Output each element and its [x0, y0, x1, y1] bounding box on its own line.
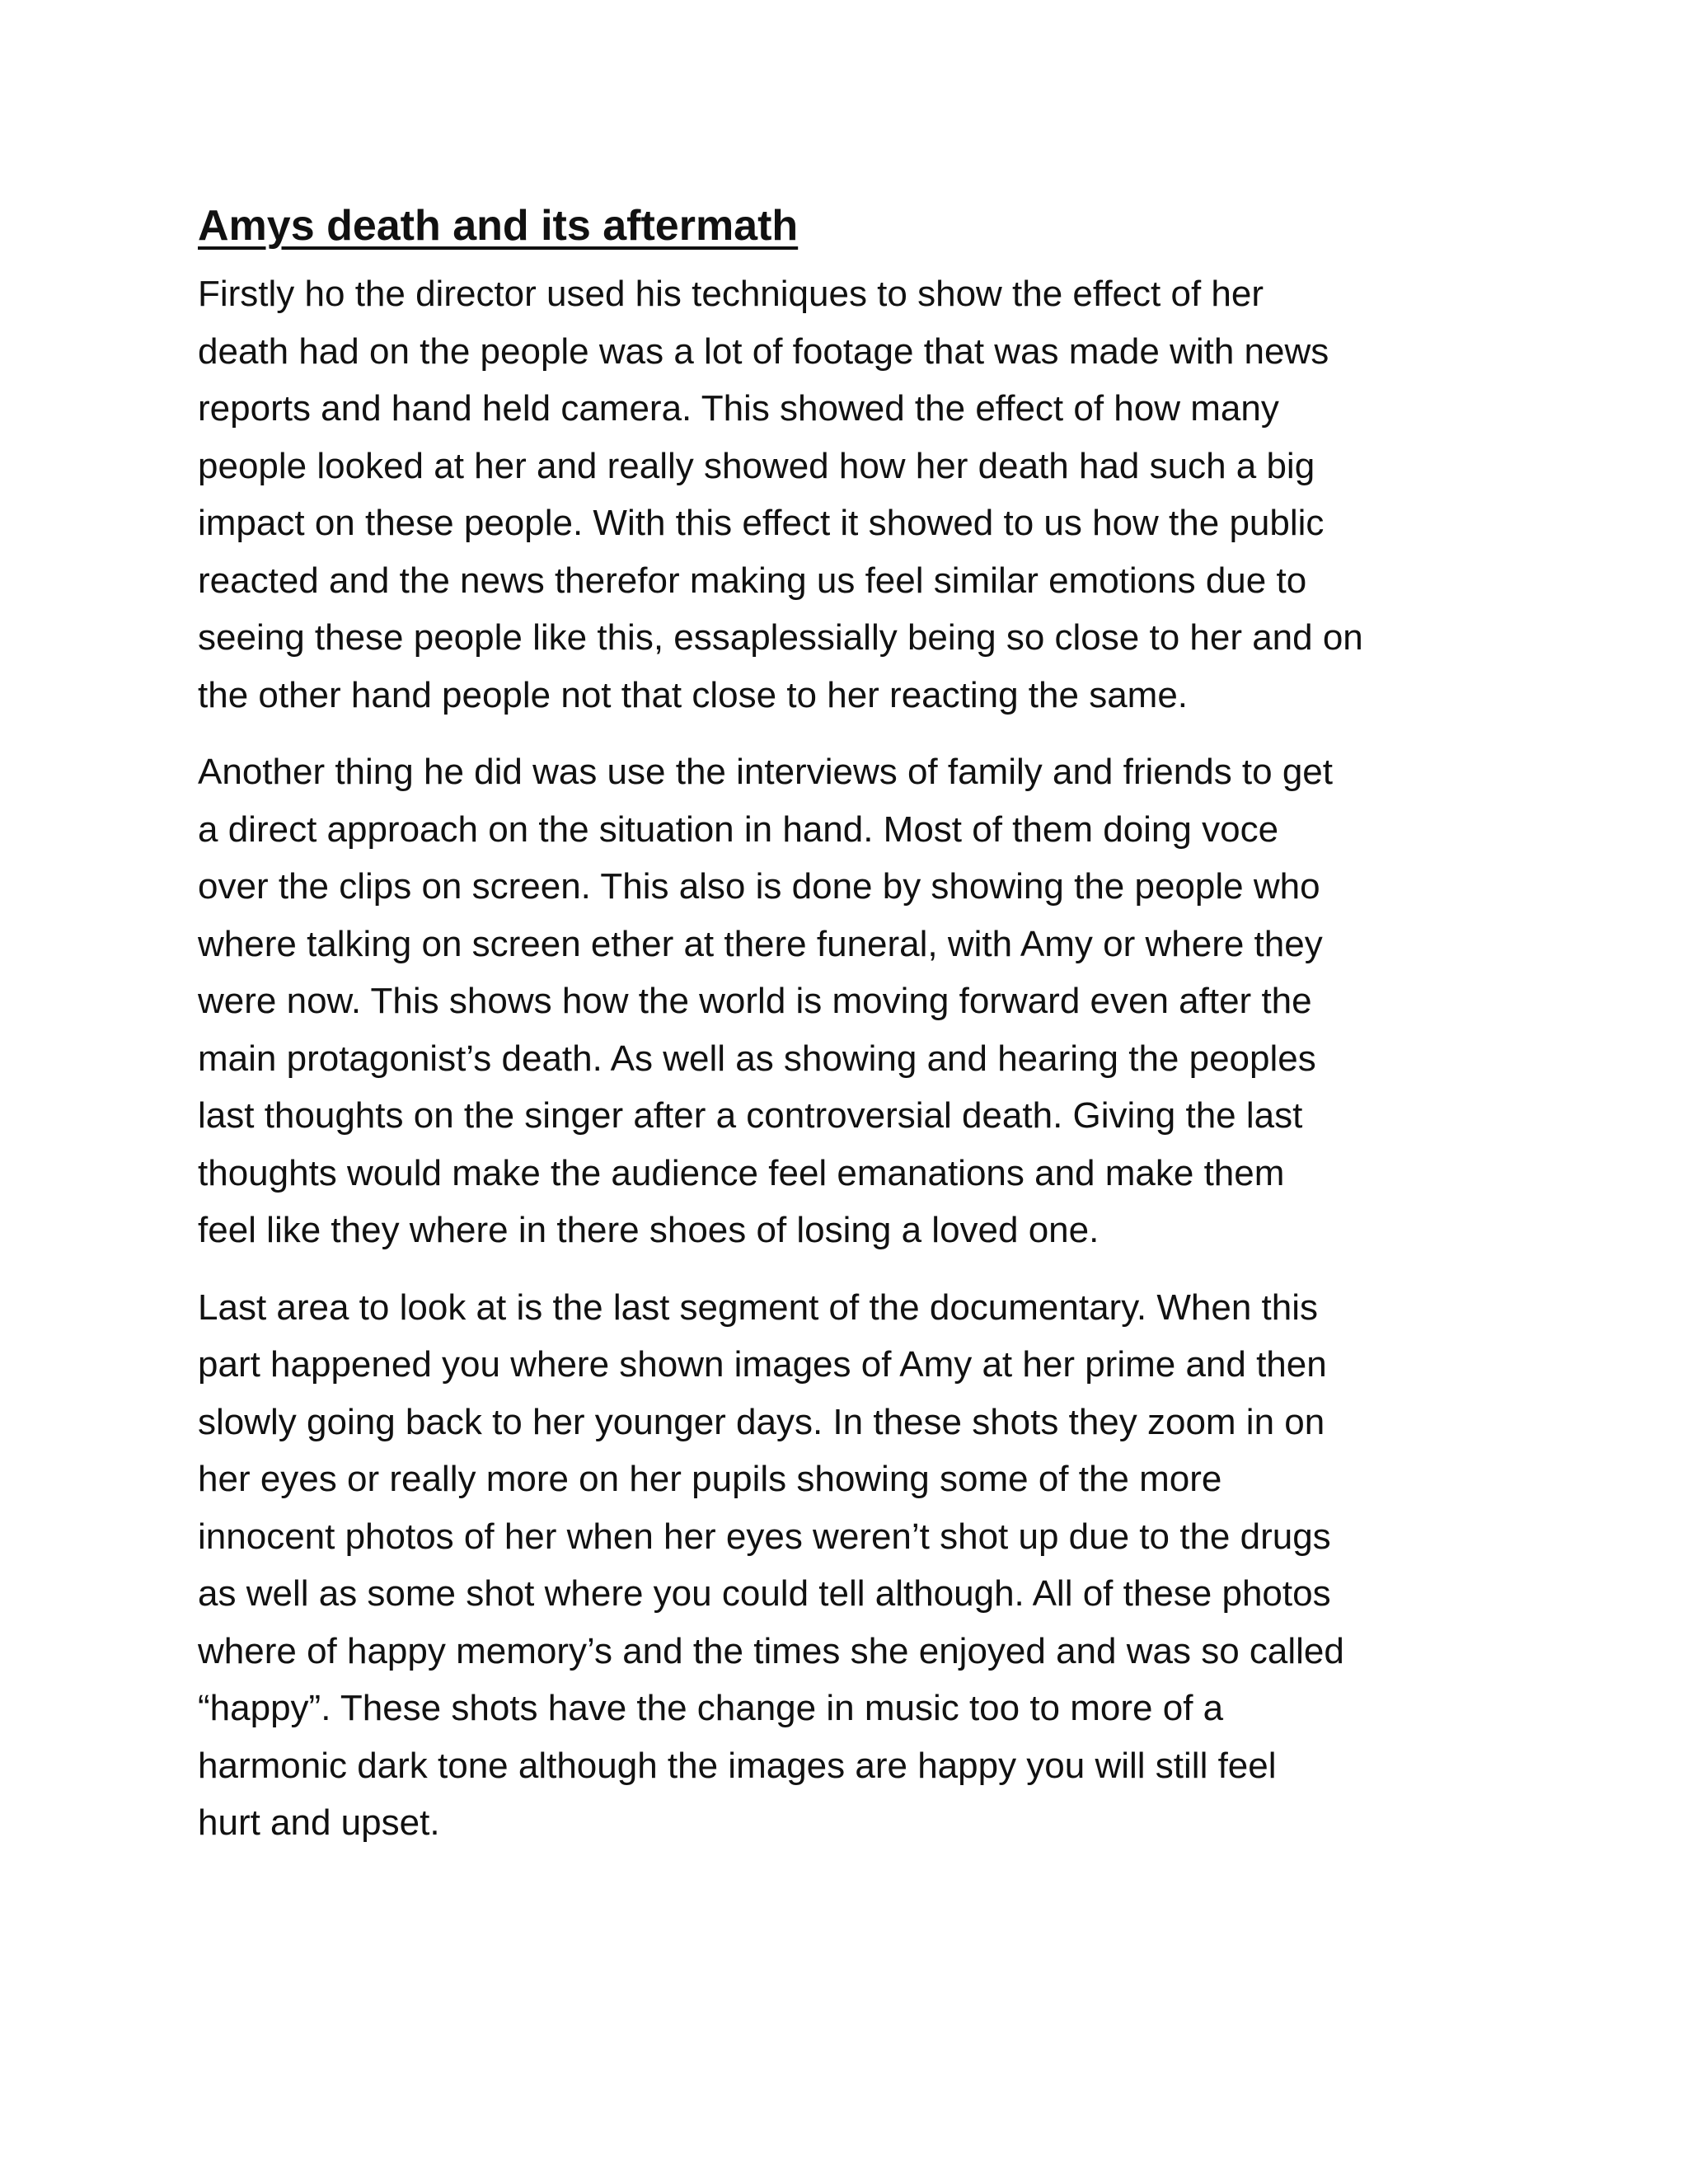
paragraph-line: Last area to look at is the last segment of the documentary. When this: [198, 1286, 1319, 1328]
paragraph-line: over the clips on screen. This also is done by showing the people who: [198, 866, 1320, 907]
paragraph-2: [198, 743, 1508, 1259]
paragraph-line: feel like they where in there shoes of losing a loved one.: [198, 1210, 1100, 1250]
paragraph-line: where of happy memory’s and the times she enjoyed and was so called: [198, 1630, 1344, 1671]
paragraph-1: [198, 265, 1508, 724]
paragraph-line: the other hand people not that close to her reacting the same.: [198, 674, 1189, 715]
paragraph-line: harmonic dark tone although the images are happy you will still feel: [198, 1745, 1277, 1786]
paragraph-line: were now. This shows how the world is moving forward even after the: [198, 981, 1312, 1021]
paragraph-line: a direct approach on the situation in hand. Most of them doing voce: [198, 808, 1279, 850]
document-body: [198, 198, 1508, 1872]
paragraph-line: last thoughts on the singer after a controversial death. Giving the last: [198, 1095, 1303, 1136]
paragraph-line: where talking on screen ether at there funeral, with Amy or where they: [198, 923, 1323, 964]
paragraph-line: hurt and upset.: [198, 1802, 440, 1843]
document-title: Amys death and its aftermath: [198, 202, 799, 250]
paragraph-line: as well as some shot where you could tell although. All of these photos: [198, 1573, 1331, 1614]
paragraph-3: [198, 1279, 1508, 1852]
paragraph-line: impact on these people. With this effect it showed to us how the public: [198, 503, 1325, 543]
paragraph-line: part happened you where shown images of Amy at her prime and then: [198, 1344, 1327, 1385]
paragraph-line: reports and hand held camera. This showed the effect of how many: [198, 388, 1279, 429]
paragraph-line: death had on the people was a lot of footage that was made with news: [198, 330, 1329, 372]
paragraph-line: people looked at her and really showed how her death had such a big: [198, 445, 1315, 486]
paragraph-line: innocent photos of her when her eyes weren’t shot up due to the drugs: [198, 1516, 1331, 1557]
paragraph-line: Firstly ho the director used his techniques to show the effect of her: [198, 274, 1264, 314]
paragraph-line: main protagonist’s death. As well as showing and hearing the peoples: [198, 1038, 1316, 1079]
paragraph-line: slowly going back to her younger days. In these shots they zoom in on: [198, 1401, 1325, 1442]
paragraph-line: “happy”. These shots have the change in music too to more of a: [198, 1688, 1224, 1728]
paragraph-line: Another thing he did was use the interviews of family and friends to get: [198, 752, 1333, 792]
paragraph-line: reacted and the news therefor making us feel similar emotions due to: [198, 560, 1307, 601]
paragraph-line: seeing these people like this, essaplessially being so close to her and on: [198, 617, 1363, 658]
paragraph-line: thoughts would make the audience feel emanations and make them: [198, 1152, 1285, 1193]
paragraph-line: her eyes or really more on her pupils showing some of the more: [198, 1459, 1222, 1499]
